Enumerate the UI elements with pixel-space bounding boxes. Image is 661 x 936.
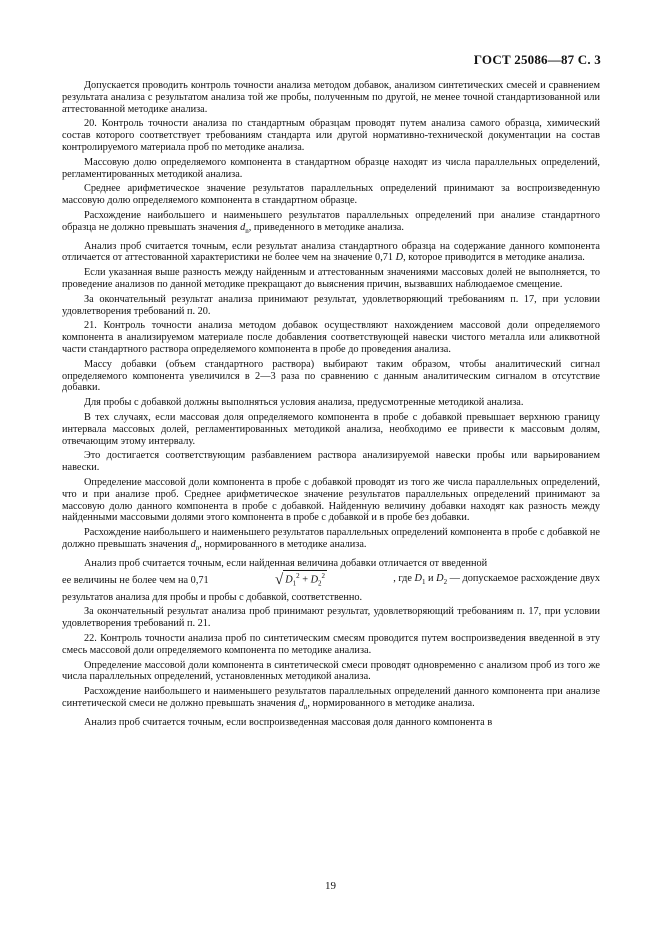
- text-run: и: [425, 572, 437, 584]
- text-run: , нормированного в методике анализа.: [199, 538, 367, 550]
- variable: d: [190, 538, 196, 550]
- radical-icon: √: [274, 572, 284, 589]
- paragraph: Массу добавки (объем стандартного раствора) выбирают таким образом, чтобы аналитический сигнал определяемого компонента увеличился в 2—3 раза по сравнению с данным аналитическим сигналом в отсутствие добавки.: [62, 358, 600, 394]
- superscript: 2: [321, 572, 326, 581]
- page-header: ГОСТ 25086—87 С. 3: [473, 52, 601, 67]
- subscript: n: [245, 226, 249, 235]
- paragraph: Это достигается соответствующим разбавлением раствора анализируемой навески пробы или варьированием навески.: [62, 450, 600, 474]
- subscript: 2: [318, 579, 322, 588]
- paragraph: Анализ проб считается точным, если найденная величина добавки отличается от введенной: [84, 557, 488, 569]
- paragraph: Допускается проводить контроль точности анализа методом добавок, анализом синтетических смесей и сравнением результата анализа с результатом анализа той же пробы, полученным по другой, не менее точной стандартизованной или аттестованной методике анализа.: [62, 80, 600, 115]
- paragraph: 22. Контроль точности анализа проб по синтетическим смесям проводится путем воспроизведения введенной в эту смесь массовой доли определяемого компонента по методике анализа.: [62, 632, 600, 656]
- square-root-formula: [275, 570, 327, 590]
- paragraph: Для пробы с добавкой должны выполняться условия анализа, предусмотренные методикой анализа.: [84, 397, 524, 409]
- subscript: n: [195, 543, 200, 552]
- text-run: Расхождение наибольшего и наименьшего результатов параллельных определений данного компонента при анализе синтетической смеси не должно превышать значения: [62, 686, 600, 709]
- text-run: — допускаемое расхождение двух: [447, 572, 600, 584]
- variable: D: [285, 574, 293, 586]
- paragraph: Анализ проб считается точным, если воспроизведенная массовая доля данного компонента в: [84, 716, 493, 728]
- superscript: 2: [296, 572, 300, 581]
- variable: D: [414, 572, 422, 584]
- operator: +: [299, 574, 311, 586]
- text-run: , которое приводится в методике анализа.: [403, 252, 585, 264]
- paragraph: Определение массовой доли компонента в пробе с добавкой проводят из того же числа параллельных определений, что и при анализе проб. Среднее арифметическое значение результатов параллельных определений принимают за массовую долю данного компонента в пробе с добавкой. Найденную величину добавки находят как разность между найденными массовыми долями этого компонента в пробе с добавкой и в пробе без добавки.: [62, 476, 600, 524]
- paragraph: результатов анализа для пробы и пробы с добавкой, соответственно.: [62, 591, 363, 603]
- subscript: 2: [443, 577, 448, 586]
- paragraph: За окончательный результат анализа принимают результат, удовлетворяющий требованиям п. 17, при условии удовлетворения требований п. 20.: [62, 293, 600, 317]
- document-body: [62, 80, 600, 732]
- paragraph: [62, 241, 600, 265]
- subscript: 1: [292, 579, 297, 588]
- variable: D: [310, 574, 319, 586]
- variable: d: [240, 221, 246, 233]
- text-run: , где: [393, 572, 415, 584]
- variable: D: [395, 252, 404, 264]
- paragraph: Массовую долю определяемого компонента в стандартном образце находят из числа параллельных определений, регламентированных методикой анализа.: [62, 156, 600, 180]
- paragraph: Если указанная выше разность между найденным и аттестованным значениями массовых долей не выполняется, то проведение анализов по данной методике прекращают до выяснения причин, вызвавших наблюдаемое смещение.: [62, 267, 600, 290]
- variable: D: [436, 572, 444, 584]
- subscript: 1: [421, 577, 426, 586]
- radicand: [283, 570, 327, 590]
- text-run: , нормированного в методике анализа.: [307, 697, 475, 709]
- paragraph: [62, 210, 600, 238]
- paragraph: В тех случаях, если массовая доля определяемого компонента в пробе с добавкой превышает верхнюю границу интервала массовых долей, регламентированных методикой анализа, необходимо ее привести к массовым долям, отвечающим этому интервалу.: [62, 411, 600, 447]
- text-run: [393, 573, 600, 589]
- text-run: ее величины не более чем на 0,71: [62, 574, 209, 586]
- formula-line: [62, 570, 600, 592]
- paragraph: [62, 686, 600, 714]
- paragraph: [62, 527, 600, 555]
- text-run: Расхождение наибольшего и наименьшего результатов параллельных определений компонента в пробе с добавкой не должно превышать значения: [62, 527, 600, 550]
- paragraph: 20. Контроль точности анализа по стандартным образцам проводят путем анализа самого образца, химический состав которого соответствует требованиям стандарта или другой нормативно-технической документации на состав контролируемого материала проб по методике анализа.: [62, 118, 600, 153]
- paragraph: За окончательный результат анализа проб принимают результат, удовлетворяющий требованиям п. 17, при условии удовлетворения требований п. 21.: [62, 606, 600, 630]
- text-run: Расхождение наибольшего и наименьшего результатов параллельных определений при анализе стандартного образца не должно превышать значения: [62, 209, 600, 233]
- text-run: Анализ проб считается точным, если результат анализа стандартного образца на содержание данного компонента отличается от аттестованной характеристики не более чем на значение 0,71: [62, 240, 600, 264]
- paragraph: Определение массовой доли компонента в синтетической смеси проводят одновременно с анализом проб из того же числа параллельных определений, установленных методикой анализа.: [62, 659, 600, 683]
- paragraph: 21. Контроль точности анализа методом добавок осуществляют нахождением массовой доли определяемого компонента в анализируемом материале после добавления соответствующей навески чистого металла или аликвотной части стандартного раствора определяемого компонента в пробе до проведения анализа.: [62, 320, 600, 355]
- paragraph: Среднее арифметическое значение результатов параллельных определений принимают за воспроизведенную массовую долю определяемого компонента в стандартном образце.: [62, 183, 600, 207]
- subscript: n: [303, 703, 308, 711]
- page-number: 19: [325, 880, 336, 892]
- text-run: , приведенного в методике анализа.: [248, 221, 404, 233]
- variable: d: [298, 697, 304, 709]
